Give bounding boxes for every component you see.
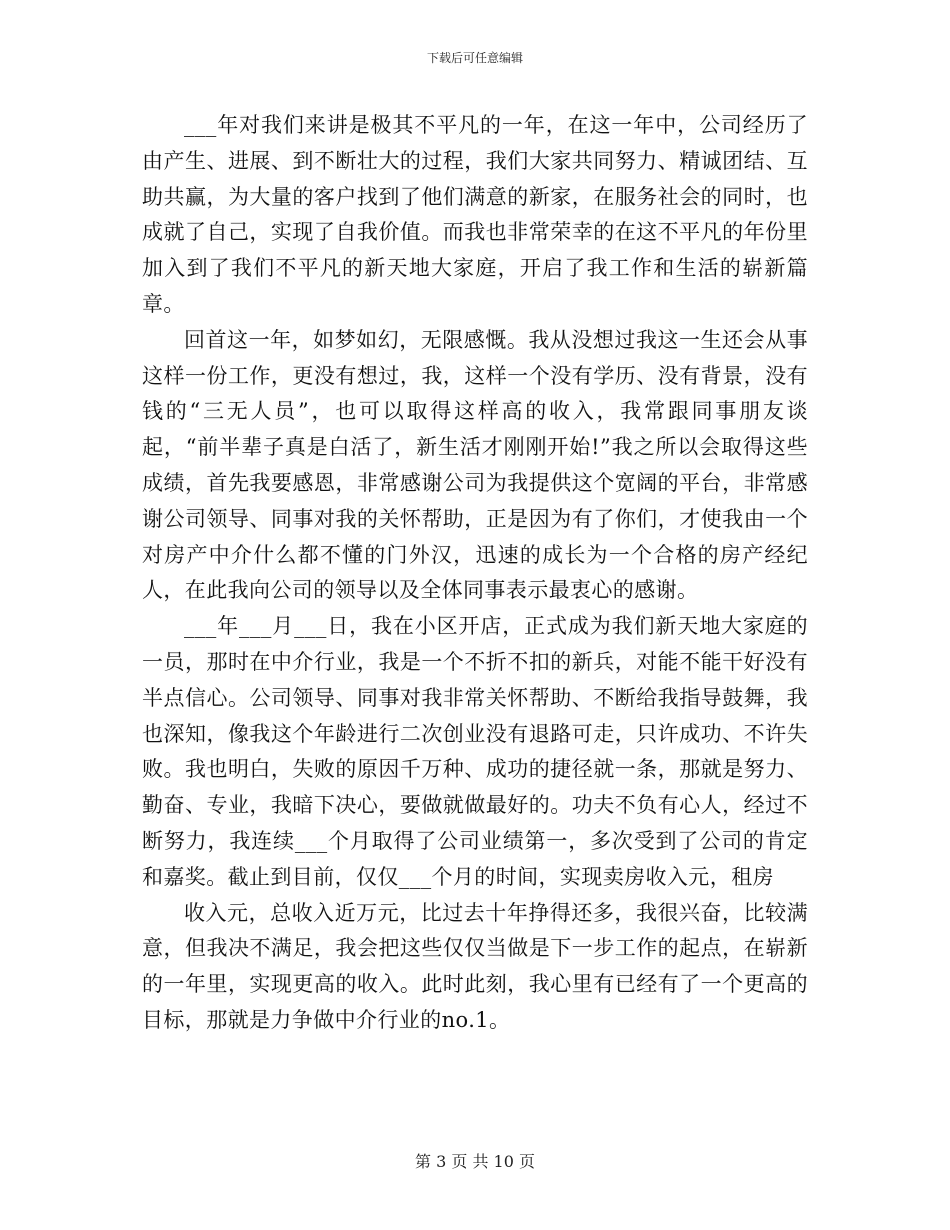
page-footer: 第 3 页 共 10 页 (415, 1152, 535, 1171)
paragraph-1: ___年对我们来讲是极其不平凡的一年，在这一年中，公司经历了由产生、进展、到不断壮大的过程，我们大家共同努力、精诚团结、互助共赢，为大量的客户找到了他们满意的新家，在服务社会的同时，也成就了自己，实现了自我价值。而我也非常荣幸的在这不平凡的年份里加入到了我们不平凡的新天地大家庭，开启了我工作和生活的崭新篇章。 (142, 113, 808, 316)
document-body (142, 108, 808, 1039)
paragraph-2: 回首这一年，如梦如幻，无限感慨。我从没想过我这一生还会从事这样一份工作，更没有想过，我，这样一个没有学历、没有背景，没有钱的“三无人员”，也可以取得这样高的收入，我常跟同事朋友谈起，“前半辈子真是白活了，新生活才刚刚开始!”我之所以会取得这些成绩，首先我要感恩，非常感谢公司为我提供这个宽阔的平台，非常感谢公司领导、同事对我的关怀帮助，正是因为有了你们，才使我由一个对房产中介什么都不懂的门外汉，迅速的成长为一个合格的房产经纪人，在此我向公司的领导以及全体同事表示最衷心的感谢。 (142, 327, 808, 603)
paragraph-3: ___年___月___日，我在小区开店，正式成为我们新天地大家庭的一员，那时在中介行业，我是一个不折不扣的新兵，对能不能干好没有半点信心。公司领导、同事对我非常关怀帮助、不断给我指导鼓舞，我也深知，像我这个年龄进行二次创业没有退路可走，只许成功、不许失败。我也明白，失败的原因千万种、成功的捷径就一条，那就是努力、勤奋、专业，我暗下决心，要做就做最好的。功夫不负有心人，经过不断努力，我连续___个月取得了公司业绩第一，多次受到了公司的肯定和嘉奖。截止到目前，仅仅___个月的时间，实现卖房收入元，租房 (142, 614, 808, 889)
page-header: 下载后可任意编辑 (426, 51, 523, 65)
paragraph-4: 收入元，总收入近万元，比过去十年挣得还多，我很兴奋，比较满意，但我决不满足，我会把这些仅仅当做是下一步工作的起点，在崭新的一年里，实现更高的收入。此时此刻，我心里有已经有了一个更高的目标，那就是力争做中介行业的no.1。 (142, 900, 808, 1032)
